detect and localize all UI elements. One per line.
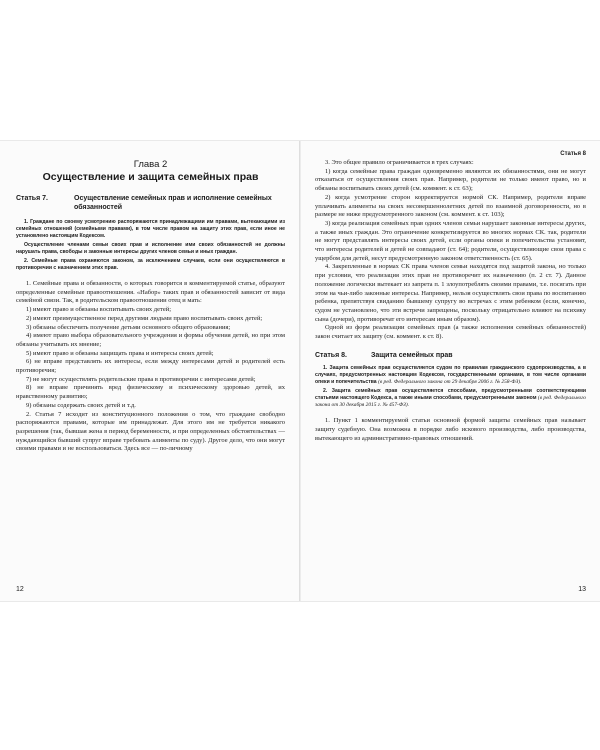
law-paragraph (315, 388, 586, 409)
commentary-paragraph: 6) не вправе представлять их интересы, если между интересами детей и родителей есть противоречия; (16, 358, 285, 375)
commentary-paragraph: 5) имеют право и обязаны защищать права и интересы своих детей; (26, 349, 214, 357)
article-8-heading (315, 352, 586, 361)
article-7-heading (16, 195, 285, 212)
law-citation: (в ред. Федерального закона от 30 декабря 2015 г. № 457-ФЗ). (315, 395, 586, 409)
commentary-paragraph: 7) не могут осуществлять родительские права в противоречии с интересами детей; (26, 375, 256, 383)
page-number: 12 (16, 586, 24, 593)
law-citation: (в ред. Федерального закона от 29 декабря 2006 г. № 258-ФЗ). (378, 379, 522, 386)
article-title: Защита семейных прав (371, 351, 453, 359)
right-page (301, 141, 600, 601)
commentary-paragraph: 8) не вправе причинять вред физическому и психическому здоровью детей, их нравственному развитию; (16, 384, 285, 401)
book-spread (0, 140, 600, 602)
law-paragraph-text: 2. Защита семейных прав осуществляется способами, предусмотренными соответствующими статьями настоящего Кодекса, а также иными способами, предусмотренными законом (315, 388, 586, 402)
commentary-paragraph: 2) когда усмотрение сторон корректируется нормой СК. Например, родители вправе уплачивать алименты на своих несовершеннолетних детей по взаимной договоренности, но в размере не ниже предусмотренного законом (см. коммент. к ст. 103); (315, 193, 586, 219)
commentary-paragraph: 2) имеют преимущественное перед другими людьми право воспитывать своих детей; (26, 314, 263, 322)
law-paragraph: Осуществление членами семьи своих прав и исполнение ими своих обязанностей не должны нарушать права, свободы и законные интересы других членов семьи и иных граждан. (16, 242, 285, 255)
running-head: Статья 8 (560, 151, 586, 157)
commentary-paragraph: 2. Статья 7 исходит из конституционного положения о том, что граждане свободно распоряжаются правами, которые им принадлежат. Для этого им не требуется никакого разрешения (так, бывшая жена в период беременности, и при определенных обстоятельствах — нуждающийся бывший супруг вправе требовать алименты по суду). Другое дело, что они могут своими правами и не воспользоваться. Здесь все — по-личному (16, 410, 285, 453)
commentary-paragraph: 1) когда семейные права граждан одновременно являются их обязанностями, они не могут отказаться от осуществления своих прав. Например, родители не только имеют право, но и обязаны воспитывать своих детей (см. коммент. к ст. 63); (315, 167, 586, 193)
article-number: Статья 8. (315, 351, 347, 359)
commentary-paragraph: 9) обязаны содержать своих детей и т.д. (26, 401, 136, 409)
commentary-paragraph: 3) обязаны обеспечить получение детьми основного общего образования; (26, 323, 231, 331)
commentary-paragraph: 1) имеют право и обязаны воспитывать своих детей; (26, 306, 172, 314)
law-paragraph: 1. Граждане по своему усмотрению распоряжаются принадлежащими им правами, вытекающими из семейных отношений (семейными правами), в том числе правом на защиту этих прав, если иное не установлено настоящим Кодексом. (16, 219, 285, 239)
page-number: 13 (578, 586, 586, 593)
commentary-paragraph: 3. Это общее правило ограничивается в трех случаях: (325, 159, 474, 166)
commentary-paragraph: 1. Семейные права и обязанности, о которых говорится в комментируемой статье, образуют определенные семейные правоотношения. «Набор» таких прав и обязанностей зависит от вида семейной связи. Так, в родительском правоотношении отец и мать: (16, 280, 285, 305)
commentary-paragraph: 3) когда реализация семейных прав одних членов семьи нарушает законные интересы других, а также иных граждан. Это ограничение конкретизируется во многих нормах СК. так, родители не могут представлять интересы своих детей, если органы опеки и попечительства установят, что интересы родителей и детей не совпадают (ст. 64); родители, осуществляющие свои права с ущербом для детей, несут предусмотренную законом ответственность (ст. 65). (315, 219, 586, 262)
left-page (0, 141, 299, 601)
law-paragraph: 2. Семейные права охраняются законом, за исключением случаев, если они осуществляются в противоречии с назначением этих прав. (16, 258, 285, 271)
article-number: Статья 7. (16, 195, 48, 202)
article-title: Осуществление семейных прав и исполнение семейных обязанностей (74, 195, 272, 211)
commentary-paragraph: 4. Закрепленные в нормах СК права членов семьи находятся под защитой закона, но только при условии, что реализация этих прав не противоречит их назначению (п. 2 ст. 7). Данное положение логически вытекает из запрета п. 1 злоупотреблять своими правами, т.е. посягать при этом на чьи-либо законные интересы. Например, нельзя осуществлять свои права по воспитанию ребенка, препятствуя свиданию бывшему супругу во встречах с этим ребенком (если, конечно, судом не установлено, что эти встречи запрещены, поскольку отрицательно влияют на психику сына (дочери), противоречат его интересам иным образом). (315, 263, 586, 323)
law-paragraph (315, 365, 586, 386)
chapter-label: Глава 2 (133, 159, 168, 170)
commentary-paragraph: Одной из форм реализации семейных прав (а также исполнения семейных обязанностей) закон считает их защиту (см. коммент. к ст. 8). (315, 324, 586, 341)
chapter-title: Осуществление и защита семейных прав (42, 171, 259, 183)
commentary-paragraph: 4) имеют право выбора образовательного учреждения и формы обучения детей, но при этом обязаны учитывать их мнение; (16, 332, 285, 348)
law-paragraph-text: 1. Защита семейных прав осуществляется судом по правилам гражданского судопроизводства, а в случаях, предусмотренных настоящим Кодексом, государственными органами, в том числе органами опеки и попечительства (315, 365, 586, 386)
commentary-paragraph: 1. Пункт 1 комментируемой статьи основной формой защиты семейных прав называет защиту судебную. Она возможна в порядке либо искового производства, либо производства, вытекающего из административно-правовых отношений. (315, 417, 586, 442)
